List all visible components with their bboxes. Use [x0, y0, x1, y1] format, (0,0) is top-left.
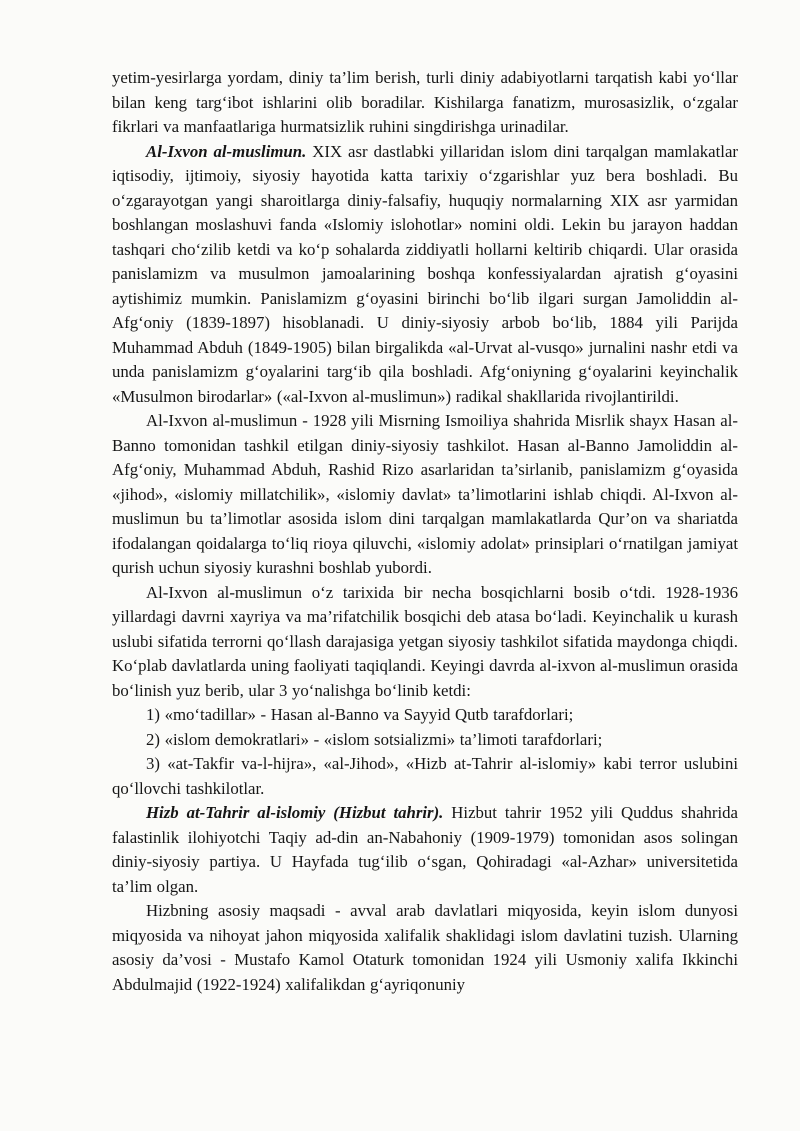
list-item-3: 3) «at-Takfir va-l-hijra», «al-Jihod», «Hizb at-Tahrir al-islomiy» kabi terror uslubini qo‘llovchi tashkilotlar. — [112, 754, 738, 798]
paragraph-hizb-goal: Hizbning asosiy maqsadi - avval arab davlatlari miqyosida, keyin islom dunyosi miqyosida va nihoyat jahon miqyosida xalifalik shaklidagi islom davlatini tuzish. Ularning asosiy da’vosi - Mustafo Kamol Otaturk tomonidan 1924 yili Usmoniy xalifa Ikkinchi Abdulmajid (1922-1924) xalifalikdan g‘ayriqonuniy — [112, 901, 738, 994]
term-hizb-at-tahrir-heading: Hizb at-Tahrir al-islomiy (Hizbut tahrir). — [146, 803, 444, 822]
list-item-1: 1) «mo‘tadillar» - Hasan al-Banno va Sayyid Qutb tarafdorlari; — [146, 705, 574, 724]
term-al-ixvon-heading: Al-Ixvon al-muslimun. — [146, 141, 307, 161]
paragraph-continuation: yetim-yesirlarga yordam, diniy ta’lim berish, turli diniy adabiyotlarni tarqatish kabi yo‘llar bilan keng targ‘ibot ishlarini olib boradilar. Kishilarga fanatizm, murosasizlik, o‘zgalar fikrlari va manfaatlariga hurmatsizlik ruhini singdirishga urinadilar. — [112, 68, 738, 136]
text-column — [112, 66, 738, 997]
list-item-2: 2) «islom demokratlari» - «islom sotsializmi» ta’limoti tarafdorlari; — [146, 729, 603, 749]
paragraph-hizb-at-tahrir-intro — [112, 801, 738, 899]
paragraph-text: Hizbut tahrir 1952 yili Quddus shahrida falastinlik ilohiyotchi Taqiy ad-din an-Nabahoniy (1909-1979) tomonidan asos solingan diniy-siyosiy partiya. U Hayfada tug‘ilib o‘sgan, Qohiradagi «al-Azhar» universitetida ta’lim olgan. — [112, 803, 738, 896]
paragraph-al-ixvon-founding: Al-Ixvon al-muslimun - 1928 yili Misrning Ismoiliya shahrida Misrlik shayx Hasan al-Banno tomonidan tashkil etilgan diniy-siyosiy tashkilot. Hasan al-Banno Jamoliddin al-Afg‘oniy, Muhammad Abduh, Rashid Rizo asarlaridan ta’sirlanib, panislamizm g‘oyasida «jihod», «islomiy millatchilik», «islomiy davlat» ta’limotlarini ishlab chiqdi. Al-Ixvon al-muslimun bu ta’limotlar asosida islom dini tarqalgan mamlakatlarda Qur’on va shariatda ifodalangan qoidalarga to‘liq rioya qiluvchi, «islomiy adolat» prinsiplari o‘rnatilgan jamiyat qurish uchun siyosiy kurashni boshlab yubordi. — [112, 411, 738, 577]
paragraph-al-ixvon-intro — [112, 140, 738, 410]
paragraph-text: XIX asr dastlabki yillaridan islom dini tarqalgan mamlakatlar iqtisodiy, ijtimoiy, siyosiy hayotida katta tarixiy o‘zgarishlar yuz bera boshladi. Bu o‘zgarayotgan yangi sharoitlarga diniy-falsafiy, huquqiy normalarning XIX asr yarmidan boshlangan moslashuvi fanda «Islomiy islohotlar» nomini oldi. Lekin bu jarayon haddan tashqari cho‘zilib ketdi va ko‘p sohalarda ziddiyatli hollarni keltirib chiqardi. Ular orasida panislamizm va musulmon jamoalarining boshqa konfessiyalardan ajratish g‘oyasini aytishimiz mumkin. Panislamizm g‘oyasini birinchi bo‘lib ilgari surgan Jamoliddin al-Afg‘oniy (1839-1897) hisoblanadi. U diniy-siyosiy arbob bo‘lib, 1884 yili Parijda Muhammad Abduh (1849-1905) bilan birgalikda «al-Urvat al-vusqo» jurnalini nashr etdi va unda panislamizm g‘oyalarini targ‘ib qila boshladi. Afg‘oniyning g‘oyalarini keyinchalik «Musulmon birodarlar» («al-Ixvon al-muslimun») radikal shakllarida rivojlantirildi. — [112, 141, 738, 406]
paragraph-al-ixvon-history: Al-Ixvon al-muslimun o‘z tarixida bir necha bosqichlarni bosib o‘tdi. 1928-1936 yillardagi davrni xayriya va ma’rifatchilik bosqichi deb atasa bo‘ladi. Keyinchalik u kurash uslubi sifatida terrorni qo‘llash darajasiga yetgan siyosiy tashkilot sifatida maydonga chiqdi. Ko‘plab davlatlarda uning faoliyati taqiqlandi. Keyingi davrda al-ixvon al-muslimun orasida bo‘linish yuz berib, ular 3 yo‘nalishga bo‘linib ketdi: — [112, 582, 738, 700]
